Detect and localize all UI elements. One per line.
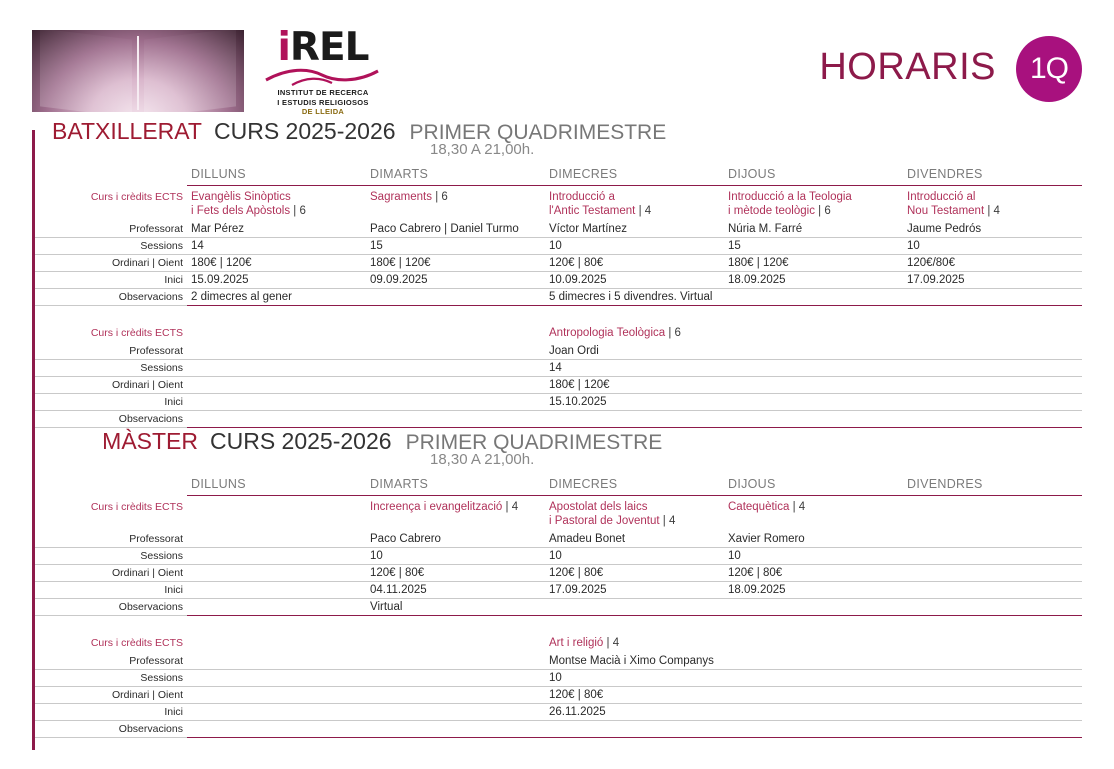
- table-cell: Amadeu Bonet: [545, 531, 724, 548]
- table-row: [32, 343, 1082, 360]
- day-header: DIMARTS: [366, 476, 545, 496]
- table-cell: 180€ | 120€: [187, 255, 366, 272]
- row-label: Sessions: [32, 548, 187, 565]
- table-row: [32, 721, 1082, 738]
- course-cell: Catequètica | 4: [728, 501, 806, 513]
- schedule-section: [0, 118, 1114, 428]
- course-title-row: [32, 632, 1082, 653]
- table-cell: 10: [903, 238, 1082, 255]
- section-name: MÀSTER: [102, 428, 198, 454]
- table-cell: 120€/80€: [903, 255, 1082, 272]
- table-cell: [366, 721, 545, 738]
- row-label: Curs i crèdits ECTS: [90, 327, 183, 339]
- section-term: PRIMER QUADRIMESTRE: [409, 121, 667, 144]
- table-cell: [724, 670, 903, 687]
- table-cell: Virtual: [366, 599, 545, 616]
- table-cell: 18.09.2025: [724, 582, 903, 599]
- table-cell: Víctor Martínez: [545, 221, 724, 238]
- table-cell: [903, 687, 1082, 704]
- table-cell: [187, 565, 366, 582]
- table-cell: 26.11.2025: [545, 704, 724, 721]
- table-row: [32, 582, 1082, 599]
- section-course: CURS 2025-2026: [210, 428, 392, 454]
- table-cell: [903, 343, 1082, 360]
- table-cell: 14: [187, 238, 366, 255]
- table-cell: Núria M. Farré: [724, 221, 903, 238]
- course-cell: [724, 632, 903, 653]
- quadrimester-badge: 1Q: [1016, 36, 1082, 102]
- table-cell: 120€ | 80€: [545, 255, 724, 272]
- table-cell: [724, 653, 903, 670]
- table-cell: 14: [545, 360, 724, 377]
- row-label: Observacions: [32, 721, 187, 738]
- table-row: [32, 548, 1082, 565]
- table-cell: [903, 548, 1082, 565]
- table-cell: 04.11.2025: [366, 582, 545, 599]
- page-header: [0, 0, 1114, 118]
- table-cell: 18.09.2025: [724, 272, 903, 289]
- row-label: Ordinari | Oient: [32, 255, 187, 272]
- table-cell: [724, 394, 903, 411]
- course-cell: Antropologia Teològica | 6: [549, 327, 681, 339]
- corner-cell: [32, 166, 187, 186]
- table-cell: Xavier Romero: [724, 531, 903, 548]
- row-label: Ordinari | Oient: [32, 377, 187, 394]
- course-cell: [903, 322, 1082, 343]
- section-term: PRIMER QUADRIMESTRE: [405, 431, 663, 454]
- irel-swoosh-icon: [262, 66, 384, 86]
- table-row: [32, 289, 1082, 306]
- row-label: Ordinari | Oient: [32, 565, 187, 582]
- table-cell: [187, 721, 366, 738]
- schedule-section: [0, 428, 1114, 738]
- course-cell: Apostolat dels laics i Pastoral de Joventut | 4: [549, 501, 676, 527]
- course-cell: [903, 632, 1082, 653]
- row-label: Sessions: [32, 238, 187, 255]
- day-header: DIVENDRES: [903, 476, 1082, 496]
- row-label: Sessions: [32, 360, 187, 377]
- day-header: DIMECRES: [545, 166, 724, 186]
- table-cell: 10: [724, 548, 903, 565]
- table-cell: [187, 411, 366, 428]
- table-cell: [724, 721, 903, 738]
- table-row: [32, 411, 1082, 428]
- table-cell: [366, 360, 545, 377]
- table-cell: 09.09.2025: [366, 272, 545, 289]
- table-row: [32, 531, 1082, 548]
- irel-subtitle-line1: INSTITUT DE RECERCA: [277, 88, 369, 97]
- table-cell: [545, 411, 724, 428]
- table-cell: 120€ | 80€: [366, 565, 545, 582]
- table-cell: 10: [545, 238, 724, 255]
- table-cell: [366, 289, 545, 306]
- page-title: HORARIS: [819, 46, 996, 88]
- table-cell: [724, 377, 903, 394]
- course-cell: [724, 322, 903, 343]
- table-cell: [903, 599, 1082, 616]
- table-cell: [903, 721, 1082, 738]
- table-cell: Jaume Pedrós: [903, 221, 1082, 238]
- table-row: [32, 687, 1082, 704]
- table-cell: 15: [366, 238, 545, 255]
- table-cell: Mar Pérez: [187, 221, 366, 238]
- day-header-row: [32, 476, 1082, 496]
- table-cell: [903, 360, 1082, 377]
- course-cell: Evangèlis Sinòptics i Fets dels Apòstols | 6: [191, 191, 306, 217]
- table-cell: [366, 343, 545, 360]
- course-cell: [903, 496, 1082, 532]
- table-cell: [366, 411, 545, 428]
- table-cell: 15.09.2025: [187, 272, 366, 289]
- corner-cell: [32, 476, 187, 496]
- table-cell: [724, 289, 903, 306]
- table-cell: 10: [366, 548, 545, 565]
- course-title-row: [32, 496, 1082, 532]
- table-row: [32, 599, 1082, 616]
- section-header: [0, 428, 1114, 476]
- table-cell: 10.09.2025: [545, 272, 724, 289]
- table-cell: [187, 531, 366, 548]
- table-cell: [366, 704, 545, 721]
- table-cell: 120€ | 80€: [724, 565, 903, 582]
- table-cell: 10: [545, 670, 724, 687]
- course-cell: Introducció a la Teologia i mètode teològic | 6: [728, 191, 852, 217]
- course-cell: [187, 496, 366, 532]
- table-cell: 5 dimecres i 5 divendres. Virtual: [545, 289, 724, 306]
- table-cell: [903, 653, 1082, 670]
- table-cell: [187, 343, 366, 360]
- course-cell: [366, 322, 545, 343]
- table-row: [32, 255, 1082, 272]
- table-row: [32, 565, 1082, 582]
- table-cell: [545, 721, 724, 738]
- row-label: Curs i crèdits ECTS: [90, 190, 183, 203]
- day-header: DIJOUS: [724, 476, 903, 496]
- table-cell: [545, 599, 724, 616]
- book-spine: [137, 36, 139, 110]
- table-cell: [903, 531, 1082, 548]
- table-cell: [903, 565, 1082, 582]
- course-title-row: [32, 322, 1082, 343]
- table-cell: [724, 704, 903, 721]
- course-cell: Sagraments | 6: [370, 191, 448, 203]
- course-cell: Art i religió | 4: [549, 637, 620, 649]
- table-cell: 180€ | 120€: [545, 377, 724, 394]
- table-row: [32, 377, 1082, 394]
- irel-wordmark-i: i: [277, 25, 290, 70]
- table-row: [32, 653, 1082, 670]
- day-header: DIMECRES: [545, 476, 724, 496]
- table-cell: Montse Macià i Ximo Companys: [545, 653, 724, 670]
- table-cell: Joan Ordi: [545, 343, 724, 360]
- row-label: Observacions: [32, 411, 187, 428]
- day-header: DIMARTS: [366, 166, 545, 186]
- row-label: Professorat: [32, 653, 187, 670]
- course-cell: [366, 632, 545, 653]
- row-label: Curs i crèdits ECTS: [90, 637, 183, 649]
- irel-subtitle-line2: I ESTUDIS RELIGIOSOS: [277, 97, 369, 107]
- irel-wordmark-rel: REL: [289, 25, 369, 70]
- table-cell: [724, 687, 903, 704]
- row-label: Inici: [32, 272, 187, 289]
- sections-container: [0, 118, 1114, 738]
- course-cell: [187, 322, 366, 343]
- schedule-table: [32, 476, 1082, 738]
- table-cell: [903, 411, 1082, 428]
- table-cell: 15: [724, 238, 903, 255]
- schedule-table: [32, 166, 1082, 428]
- table-cell: [724, 343, 903, 360]
- table-cell: [187, 653, 366, 670]
- table-row: [32, 238, 1082, 255]
- table-cell: [187, 704, 366, 721]
- course-title-row: [32, 186, 1082, 222]
- course-cell: [187, 632, 366, 653]
- table-cell: 180€ | 120€: [724, 255, 903, 272]
- irel-logo: [262, 25, 384, 117]
- course-cell: Increença i evangelització | 4: [370, 501, 519, 513]
- row-label: Professorat: [32, 343, 187, 360]
- table-cell: 15.10.2025: [545, 394, 724, 411]
- day-header: DIJOUS: [724, 166, 903, 186]
- table-cell: [903, 670, 1082, 687]
- table-cell: [366, 687, 545, 704]
- table-cell: [366, 653, 545, 670]
- day-header: DILLUNS: [187, 476, 366, 496]
- table-cell: [724, 411, 903, 428]
- table-row: [32, 704, 1082, 721]
- section-course: CURS 2025-2026: [213, 118, 396, 144]
- table-cell: [187, 582, 366, 599]
- book-page-fan-right: [144, 30, 236, 112]
- block-spacer: [32, 306, 1082, 323]
- table-cell: Paco Cabrero: [366, 531, 545, 548]
- table-cell: [903, 377, 1082, 394]
- table-cell: 180€ | 120€: [366, 255, 545, 272]
- day-header: DILLUNS: [187, 166, 366, 186]
- table-row: [32, 394, 1082, 411]
- row-label: Curs i crèdits ECTS: [90, 500, 183, 513]
- day-header-row: [32, 166, 1082, 186]
- table-cell: [187, 599, 366, 616]
- table-row: [32, 221, 1082, 238]
- table-cell: [724, 599, 903, 616]
- table-cell: [187, 394, 366, 411]
- row-label: Inici: [32, 582, 187, 599]
- section-hours: 18,30 A 21,00h.: [430, 141, 535, 158]
- irel-wordmark: [262, 25, 384, 70]
- section-hours: 18,30 A 21,00h.: [430, 451, 535, 468]
- open-book-logo-image: [32, 30, 244, 112]
- block-spacer: [32, 616, 1082, 633]
- row-label: Observacions: [32, 599, 187, 616]
- table-cell: [903, 704, 1082, 721]
- table-row: [32, 360, 1082, 377]
- table-cell: 2 dimecres al gener: [187, 289, 366, 306]
- row-label: Professorat: [32, 531, 187, 548]
- row-label: Observacions: [32, 289, 187, 306]
- table-cell: 120€ | 80€: [545, 565, 724, 582]
- table-cell: [903, 289, 1082, 306]
- row-label: Sessions: [32, 670, 187, 687]
- table-cell: [366, 377, 545, 394]
- table-cell: [187, 377, 366, 394]
- row-label: Inici: [32, 704, 187, 721]
- row-label: Inici: [32, 394, 187, 411]
- course-cell: Introducció al Nou Testament | 4: [907, 191, 1000, 217]
- table-cell: 17.09.2025: [545, 582, 724, 599]
- table-cell: [903, 394, 1082, 411]
- table-cell: [187, 687, 366, 704]
- day-header: DIVENDRES: [903, 166, 1082, 186]
- table-cell: [187, 670, 366, 687]
- section-header: [0, 118, 1114, 166]
- table-row: [32, 272, 1082, 289]
- table-cell: 17.09.2025: [903, 272, 1082, 289]
- table-cell: [187, 548, 366, 565]
- table-cell: 120€ | 80€: [545, 687, 724, 704]
- table-cell: [724, 360, 903, 377]
- table-cell: [366, 670, 545, 687]
- table-cell: [366, 394, 545, 411]
- course-cell: Introducció a l'Antic Testament | 4: [549, 191, 652, 217]
- row-label: Ordinari | Oient: [32, 687, 187, 704]
- book-page-fan-left: [40, 30, 132, 112]
- irel-subtitle: [262, 88, 384, 117]
- table-cell: [903, 582, 1082, 599]
- section-name: BATXILLERAT: [52, 118, 202, 144]
- table-cell: 10: [545, 548, 724, 565]
- row-label: Professorat: [32, 221, 187, 238]
- table-row: [32, 670, 1082, 687]
- table-cell: Paco Cabrero | Daniel Turmo: [366, 221, 545, 238]
- table-cell: [187, 360, 366, 377]
- irel-subtitle-line3: DE LLEIDA: [301, 107, 345, 116]
